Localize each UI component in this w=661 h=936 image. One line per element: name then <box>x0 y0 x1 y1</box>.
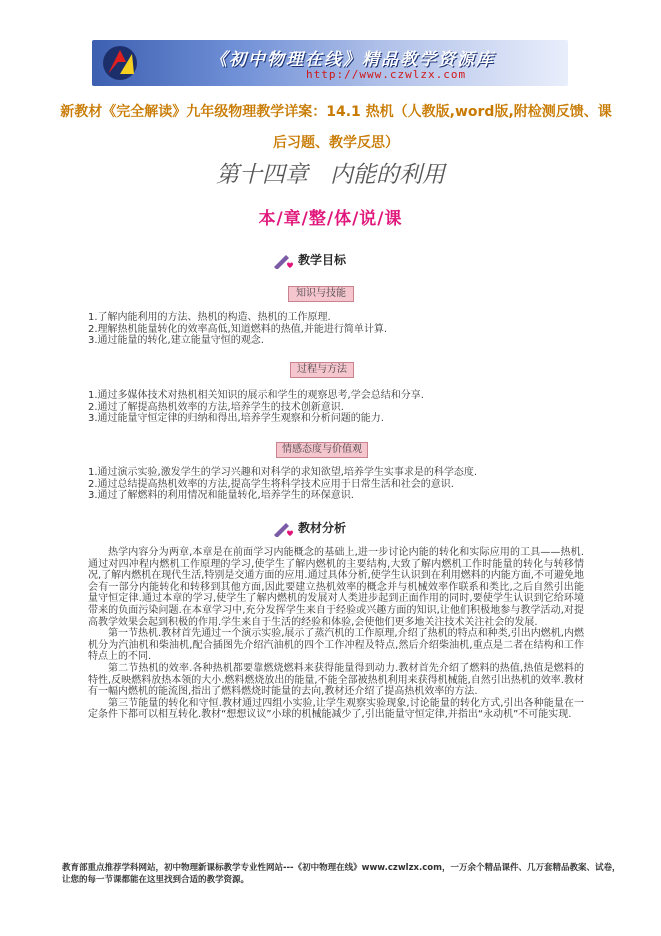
list-item: 2.通过总结提高热机效率的方法,提高学生将科学技术应用于日常生活和社会的意识. <box>88 478 454 490</box>
analysis-paragraph: 第一节热机.教材首先通过一个演示实验,展示了蒸汽机的工作原理,介绍了热机的特点和种类,引出内燃机,内燃机分为汽油机和柴油机,配合插图先介绍汽油机的四个工作冲程及特点,然后介绍柴油机,重点是二者在结构和工作特点上的不同. <box>88 628 584 663</box>
list-item: 1.通过多媒体技术对热机相关知识的展示和学生的观察思考,学会总结和分享. <box>88 390 424 401</box>
goals-heading <box>272 251 346 269</box>
page-footer: 教育部重点推荐学科网站，初中物理新课标教学专业性网站---《初中物理在线》www.czwlzx.com，一万余个精品课件、几万套精品教案、试卷，让您的每一节课都能在这里找到合适的教学资源。 <box>62 863 621 885</box>
site-logo-icon <box>100 44 140 82</box>
goal-label-attitude: 情感态度与价值观 <box>276 442 368 458</box>
chapter-number: 第十四章 <box>216 162 308 188</box>
chapter-heading <box>0 156 661 189</box>
banner-title: 《初中物理在线》精品教学资源库 <box>210 50 495 70</box>
analysis-heading-text: 教材分析 <box>298 521 347 535</box>
goal-list-process <box>88 390 424 425</box>
goal-label-knowledge: 知识与技能 <box>288 286 354 302</box>
goals-heading-text: 教学目标 <box>298 253 347 267</box>
chapter-name: 内能的利用 <box>330 162 445 188</box>
document-title: 新教材《完全解读》九年级物理教学详案：14.1 热机（人教版,word版,附检测反馈、课后习题、教学反思） <box>60 104 612 151</box>
analysis-paragraph: 热学内容分为两章,本章是在前面学习内能概念的基础上,进一步讨论内能的转化和实际应用的工具——热机.通过对四冲程内燃机工作原理的学习,使学生了解内燃机的主要结构,大致了解内燃机工作时能量的转化与转移情况,了解内燃机在现代生活,特别是交通方面的应用.通过具体分析,使学生认识到在利用燃料的内能方面,不可避免地会有一部分内能转化和转移到其他方面,因此要建立热机效率的概念并与机械效率作联系和类比,之后自然引出能量守恒定律.通过本章的学习,使学生了解内燃机的发展对人类进步起到正面作用的同时,要使学生认识到它给环境带来的负面污染问题.在本章学习中,充分发挥学生来自于经验或兴趣方面的知识,让他们积极地参与教学活动,对提高教学效果会起到积极的作用.学生来自于生活的经验和体验,会使他们更多地关注技术关注社会的发展. <box>88 547 584 628</box>
analysis-paragraph: 第二节热机的效率.各种热机都要靠燃烧燃料来获得能量得到动力.教材首先介绍了燃料的热值,热值是燃料的特性,反映燃料放热本领的大小.燃料燃烧放出的能量,不能全部被热机利用来获得机械能,自然引出热机的效率.教材有一幅内燃机的能流图,指出了燃料燃烧时能量的去向,教材还介绍了提高热机效率的方法. <box>88 662 584 698</box>
list-item: 2.通过了解提高热机效率的方法,培养学生的技术创新意识. <box>88 401 344 413</box>
goal-list-attitude <box>88 467 477 502</box>
analysis-paragraph: 第三节能量的转化和守恒.教材通过四组小实验,让学生观察实验现象,讨论能量的转化方式,引出各种能量在一定条件下都可以相互转化.教材“想想议议”小球的机械能减少了,引出能量守恒定律,并指出“永动机”不可能实现. <box>88 697 584 721</box>
list-item: 1.了解内能利用的方法、热机的构造、热机的工作原理. <box>88 312 331 323</box>
list-item: 1.通过演示实验,激发学生的学习兴趣和对科学的求知欲望,培养学生实事求是的科学态度. <box>88 467 478 478</box>
site-banner <box>92 40 568 86</box>
chapter-subtitle: 本/章/整/体/说/课 <box>258 209 403 229</box>
analysis-body <box>88 547 584 721</box>
goal-label-process: 过程与方法 <box>290 362 354 378</box>
list-item: 3.通过了解燃料的利用情况和能量转化,培养学生的环保意识. <box>88 490 354 501</box>
pen-heart-icon <box>272 253 294 269</box>
list-item: 3.通过能量的转化,建立能量守恒的观念. <box>88 335 264 346</box>
list-item: 2.理解热机能量转化的效率高低,知道燃料的热值,并能进行简单计算. <box>88 323 388 335</box>
banner-url: http://www.czwlzx.com <box>306 68 467 81</box>
analysis-heading <box>272 519 346 537</box>
goal-list-knowledge <box>88 312 387 347</box>
pen-heart-icon <box>272 521 294 537</box>
list-item: 3.通过能量守恒定律的归纳和得出,培养学生观察和分析问题的能力. <box>88 413 384 424</box>
